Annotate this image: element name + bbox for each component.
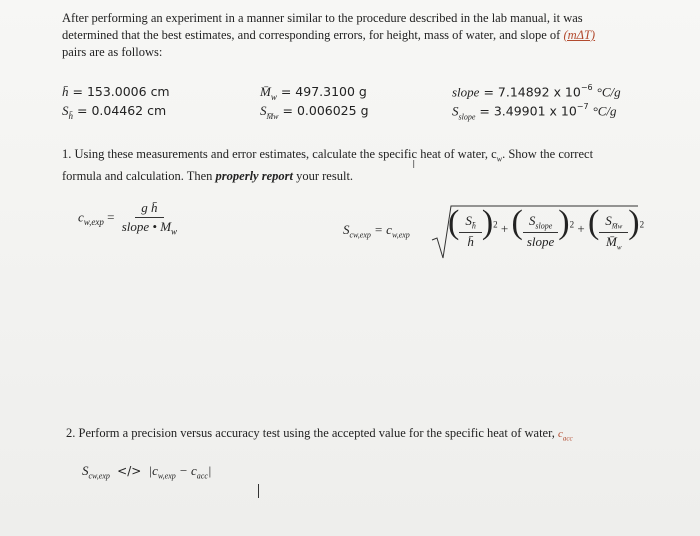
formula-specific-heat: $c_{w,exp}$ = $\frac{\text{g h̄}}{slope • M_w}$ — [78, 200, 181, 237]
h-value: h̄ = 153.0006 cm — [62, 84, 170, 99]
intro-paragraph — [62, 10, 652, 61]
slope-value: slope = 7.14892 x $10^{-6}$ °C/g — [452, 83, 621, 100]
smw-value: $S_{M̄w} = 0.006025$ g — [260, 103, 369, 122]
text-cursor-icon: I — [412, 158, 416, 171]
intro-line-3: pairs are as follows: — [62, 45, 163, 59]
sslope-value: $S_{slope} = 3.49901$ x $10^{-7}$ °C/g — [452, 102, 617, 122]
mw-value: $M̄_w = 497.3100$ g — [260, 84, 367, 103]
intro-line-2: determined that the best estimates, and corresponding errors, for height, mass of water, and slope of (mΔT) — [62, 28, 596, 42]
formula-1-fraction: $\frac{\text{g h̄}}{slope • M_w}$ — [121, 200, 178, 237]
mdt-annotation: (mΔT) — [563, 28, 596, 42]
question-1: 1. Using these measurements and error estimates, calculate the specific heat of water, $c_w$. Show the correct formula and calculation. Then properly report your result. — [62, 147, 594, 183]
formula-error-lhs: $S_{cw,exp} = c_{w,exp}$ — [343, 222, 410, 240]
text-caret — [258, 484, 259, 498]
formula-error-terms: ( $\frac{S_{h̄}}{h̄}$ )$^2$ + ( $\frac{S_{slope}}{\text{slope}}$ )$^2$ + ( $\frac{S_{M̄w}}{M̄_w}$ )$^2$ — [448, 204, 645, 252]
formula-precision-test: $S_{cw,exp}$ </> $|c_{w,exp} - c_{acc}|$ — [82, 463, 212, 481]
sh-value: $S_{h̄} = 0.04462$ cm — [62, 103, 167, 122]
intro-line-1: After performing an experiment in a manner similar to the procedure described in the lab manual, it was — [62, 11, 583, 25]
question-2: 2. Perform a precision versus accuracy test using the accepted value for the specific heat of water, $c_{acc}$ — [66, 426, 573, 443]
